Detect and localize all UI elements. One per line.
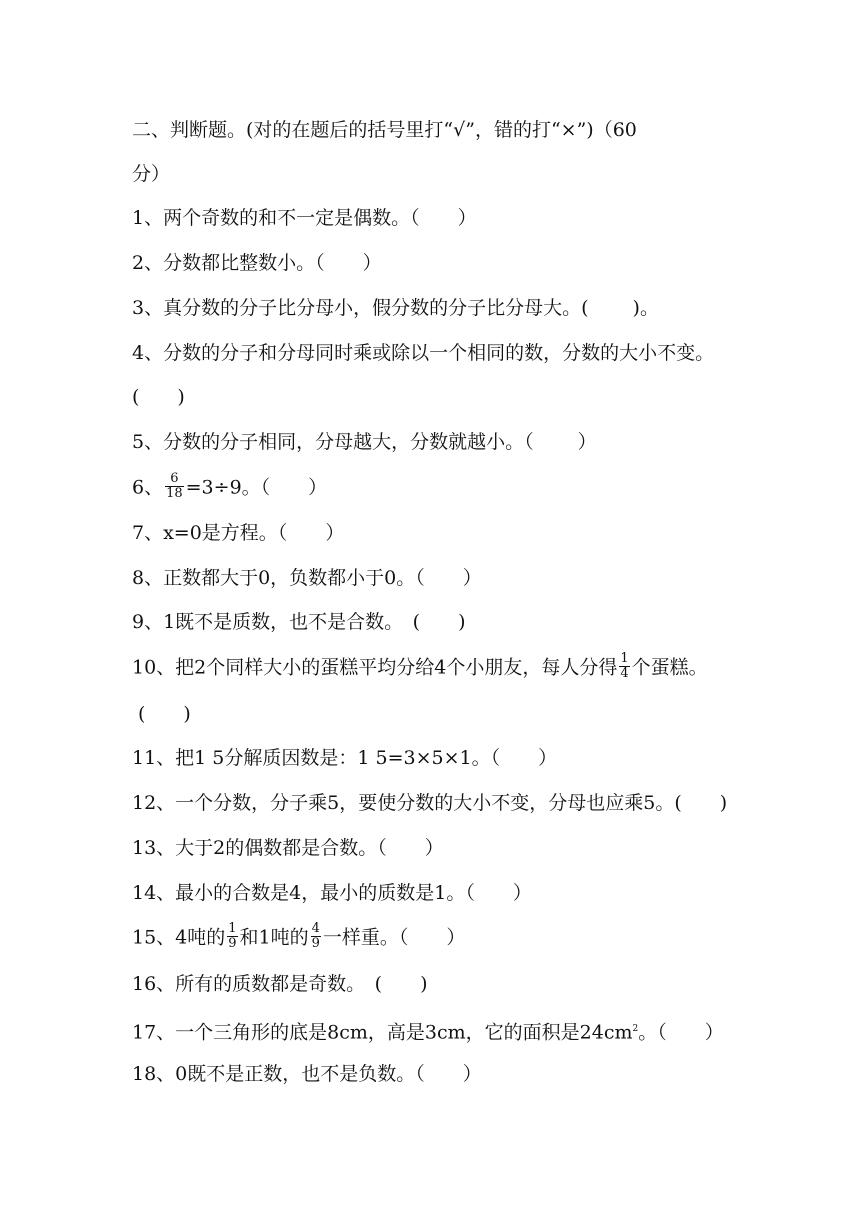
q6-suffix: =3÷9。（ ） xyxy=(185,476,328,499)
question-12: 12、一个分数，分子乘5，要使分数的大小不变，分母也应乘5。( ) xyxy=(132,792,728,814)
fraction-numerator: 1 xyxy=(228,921,237,936)
question-2: 2、分数都比整数小。（ ） xyxy=(132,252,382,274)
fraction-1-9 xyxy=(227,922,237,951)
fraction-denominator: 9 xyxy=(311,936,320,951)
question-10 xyxy=(132,651,708,683)
section-title: 二、判断题。(对的在题后的括号里打“√”，错的打“×”)（60 xyxy=(132,119,637,141)
fraction-denominator: 18 xyxy=(166,486,183,501)
question-8: 8、正数都大于0，负数都小于0。（ ） xyxy=(132,567,482,589)
question-9: 9、1既不是质数，也不是合数。 ( ) xyxy=(132,611,466,633)
question-4: 4、分数的分子和分母同时乘或除以一个相同的数，分数的大小不变。 xyxy=(132,342,715,364)
question-11: 11、把1 5分解质因数是：1 5=3×5×1。（ ） xyxy=(132,747,558,769)
question-15 xyxy=(132,921,466,953)
fraction-numerator: 1 xyxy=(620,651,629,666)
question-7: 7、x=0是方程。（ ） xyxy=(132,522,345,544)
question-6 xyxy=(132,471,328,503)
question-18: 18、0既不是正数，也不是负数。（ ） xyxy=(132,1063,482,1085)
question-17 xyxy=(132,1016,724,1045)
question-5: 5、分数的分子相同，分母越大，分数就越小。（ ） xyxy=(132,431,597,453)
q17-end: 。（ ） xyxy=(638,1021,724,1044)
superscript-2: 2 xyxy=(632,1024,639,1034)
fraction-6-18 xyxy=(165,472,184,501)
q6-prefix: 6、 xyxy=(132,476,164,499)
section-title-cont: 分） xyxy=(132,163,171,185)
fraction-1-4 xyxy=(619,652,629,681)
question-16: 16、所有的质数都是奇数。 ( ) xyxy=(132,973,428,995)
fraction-numerator: 4 xyxy=(311,921,320,936)
fraction-numerator: 6 xyxy=(165,472,184,487)
q15-part-c: 一样重。（ ） xyxy=(322,926,466,949)
question-10-cont: ( ) xyxy=(138,703,191,725)
q15-part-b: 和1吨的 xyxy=(239,926,309,949)
q10-prefix: 10、把2个同样大小的蛋糕平均分给4个小朋友，每人分得 xyxy=(132,656,618,679)
q17-main: 17、一个三角形的底是8cm，高是3cm，它的面积是24cm xyxy=(132,1021,633,1044)
fraction-denominator: 4 xyxy=(620,666,629,681)
question-1: 1、两个奇数的和不一定是偶数。（ ） xyxy=(132,207,477,229)
question-3: 3、真分数的分子比分母小，假分数的分子比分母大。( )。 xyxy=(132,297,659,319)
question-13: 13、大于2的偶数都是合数。（ ） xyxy=(132,837,444,859)
q15-part-a: 15、4吨的 xyxy=(132,926,226,949)
fraction-4-9 xyxy=(311,922,321,951)
question-14: 14、最小的合数是4，最小的质数是1。（ ） xyxy=(132,882,532,904)
q10-suffix: 个蛋糕。 xyxy=(631,656,708,679)
question-4-cont: ( ) xyxy=(132,386,185,408)
fraction-denominator: 9 xyxy=(228,936,237,951)
